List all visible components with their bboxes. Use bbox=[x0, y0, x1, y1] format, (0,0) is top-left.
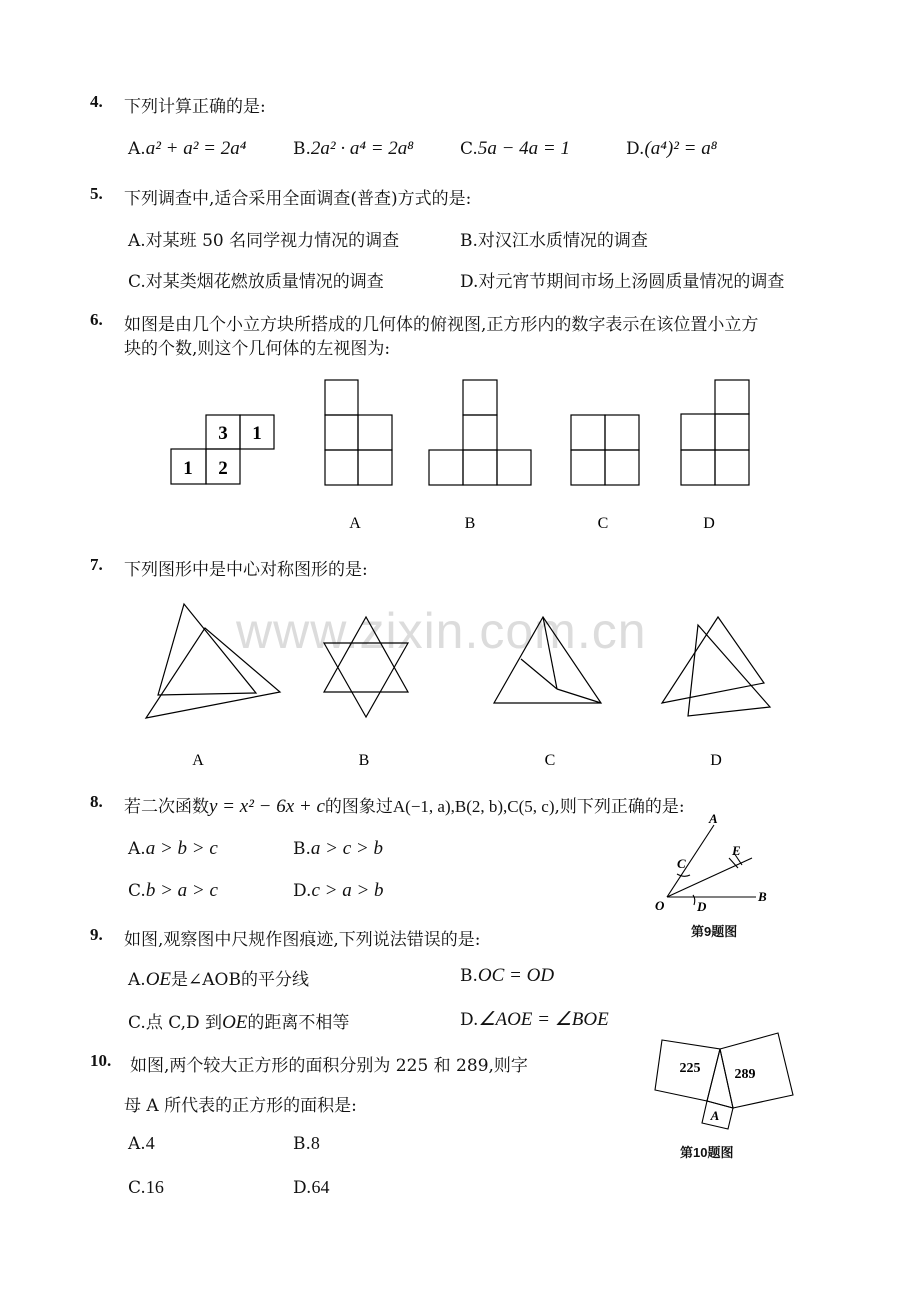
question-8-option-b: B.a > c > b bbox=[293, 838, 383, 859]
question-10-figure-caption: 第10题图 bbox=[680, 1145, 734, 1160]
top-view-number: 2 bbox=[218, 458, 228, 479]
question-7-label-a: A bbox=[192, 752, 204, 769]
question-8-option-c: C.b > a > c bbox=[128, 880, 218, 901]
question-4-number: 4. bbox=[90, 92, 103, 111]
question-6-label-d: D bbox=[703, 515, 715, 532]
question-7-stem: 下列图形中是中心对称图形的是: bbox=[124, 560, 368, 580]
fig9-label-e: E bbox=[732, 843, 741, 858]
question-9-option-b: B.OC = OD bbox=[460, 965, 555, 986]
question-5-option-b: B.对汉江水质情况的调查 bbox=[460, 231, 648, 251]
question-9-number: 9. bbox=[90, 925, 103, 944]
question-7-label-c: C bbox=[544, 752, 556, 769]
question-5-option-a: A.对某班 50 名同学视力情况的调查 bbox=[128, 231, 400, 251]
top-view-number: 3 bbox=[218, 423, 228, 444]
question-6-stem-line1: 如图是由几个小立方块所搭成的几何体的俯视图,正方形内的数字表示在该位置小立方 bbox=[124, 315, 759, 335]
fig9-label-a: A bbox=[709, 811, 718, 826]
question-10-stem-line1: 如图,两个较大正方形的面积分别为 225 和 289,则字 bbox=[130, 1056, 528, 1076]
question-10-option-a: A.4 bbox=[128, 1133, 155, 1154]
fig10-label-225: 225 bbox=[679, 1061, 701, 1076]
fig9-label-d: D bbox=[697, 899, 707, 914]
question-4-option-b: B.2a² · a⁴ = 2a⁸ bbox=[293, 138, 414, 159]
question-9-option-a: A.OE是∠AOB的平分线 bbox=[128, 969, 309, 990]
question-9-figure-caption: 第9题图 bbox=[691, 924, 738, 939]
question-6-number: 6. bbox=[90, 310, 103, 329]
question-9-option-c: C.点 C,D 到OE的距离不相等 bbox=[128, 1012, 350, 1033]
top-view-number: 1 bbox=[252, 423, 262, 444]
question-8-option-a: A.a > b > c bbox=[128, 838, 218, 859]
question-9-option-d: D.∠AOE = ∠BOE bbox=[460, 1009, 609, 1030]
top-view-number: 1 bbox=[183, 458, 193, 479]
question-8-option-d: D.c > a > b bbox=[293, 880, 384, 901]
question-10-stem-line2: 母 A 所代表的正方形的面积是: bbox=[124, 1096, 357, 1116]
question-5-option-c: C.对某类烟花燃放质量情况的调查 bbox=[128, 272, 384, 292]
fig9-label-b: B bbox=[758, 889, 767, 904]
question-7-number: 7. bbox=[90, 555, 103, 574]
question-10-number: 10. bbox=[90, 1051, 112, 1070]
question-6-label-c: C bbox=[597, 515, 609, 532]
question-10-option-b: B.8 bbox=[293, 1133, 320, 1154]
question-6-label-a: A bbox=[349, 515, 361, 532]
question-5-stem: 下列调查中,适合采用全面调查(普查)方式的是: bbox=[124, 189, 472, 209]
question-6-label-b: B bbox=[464, 515, 476, 532]
watermark-text: www.zixin.com.cn bbox=[236, 603, 647, 659]
fig10-label-a: A bbox=[710, 1108, 720, 1123]
question-9-stem: 如图,观察图中尺规作图痕迹,下列说法错误的是: bbox=[124, 930, 481, 950]
question-6-stem-line2: 块的个数,则这个几何体的左视图为: bbox=[124, 339, 391, 359]
question-7-label-b: B bbox=[358, 752, 370, 769]
question-8-stem: 若二次函数y = x² − 6x + c的图象过A(−1, a),B(2, b),C(5, c),则下列正确的是: bbox=[124, 796, 685, 817]
question-4-option-d: D.(a⁴)² = a⁸ bbox=[626, 138, 718, 159]
fig9-label-o: O bbox=[655, 898, 665, 913]
fig10-label-289: 289 bbox=[734, 1067, 756, 1082]
question-10-option-c: C.16 bbox=[128, 1177, 164, 1198]
fig9-label-c: C bbox=[677, 856, 686, 871]
question-5-option-d: D.对元宵节期间市场上汤圆质量情况的调查 bbox=[460, 272, 785, 292]
question-4-stem: 下列计算正确的是: bbox=[124, 97, 266, 117]
question-5-number: 5. bbox=[90, 184, 103, 203]
question-4-option-a: A.a² + a² = 2a⁴ bbox=[128, 138, 247, 159]
question-7-label-d: D bbox=[710, 752, 722, 769]
question-4-option-c: C.5a − 4a = 1 bbox=[460, 138, 570, 159]
question-8-number: 8. bbox=[90, 792, 103, 811]
question-10-option-d: D.64 bbox=[293, 1177, 330, 1198]
